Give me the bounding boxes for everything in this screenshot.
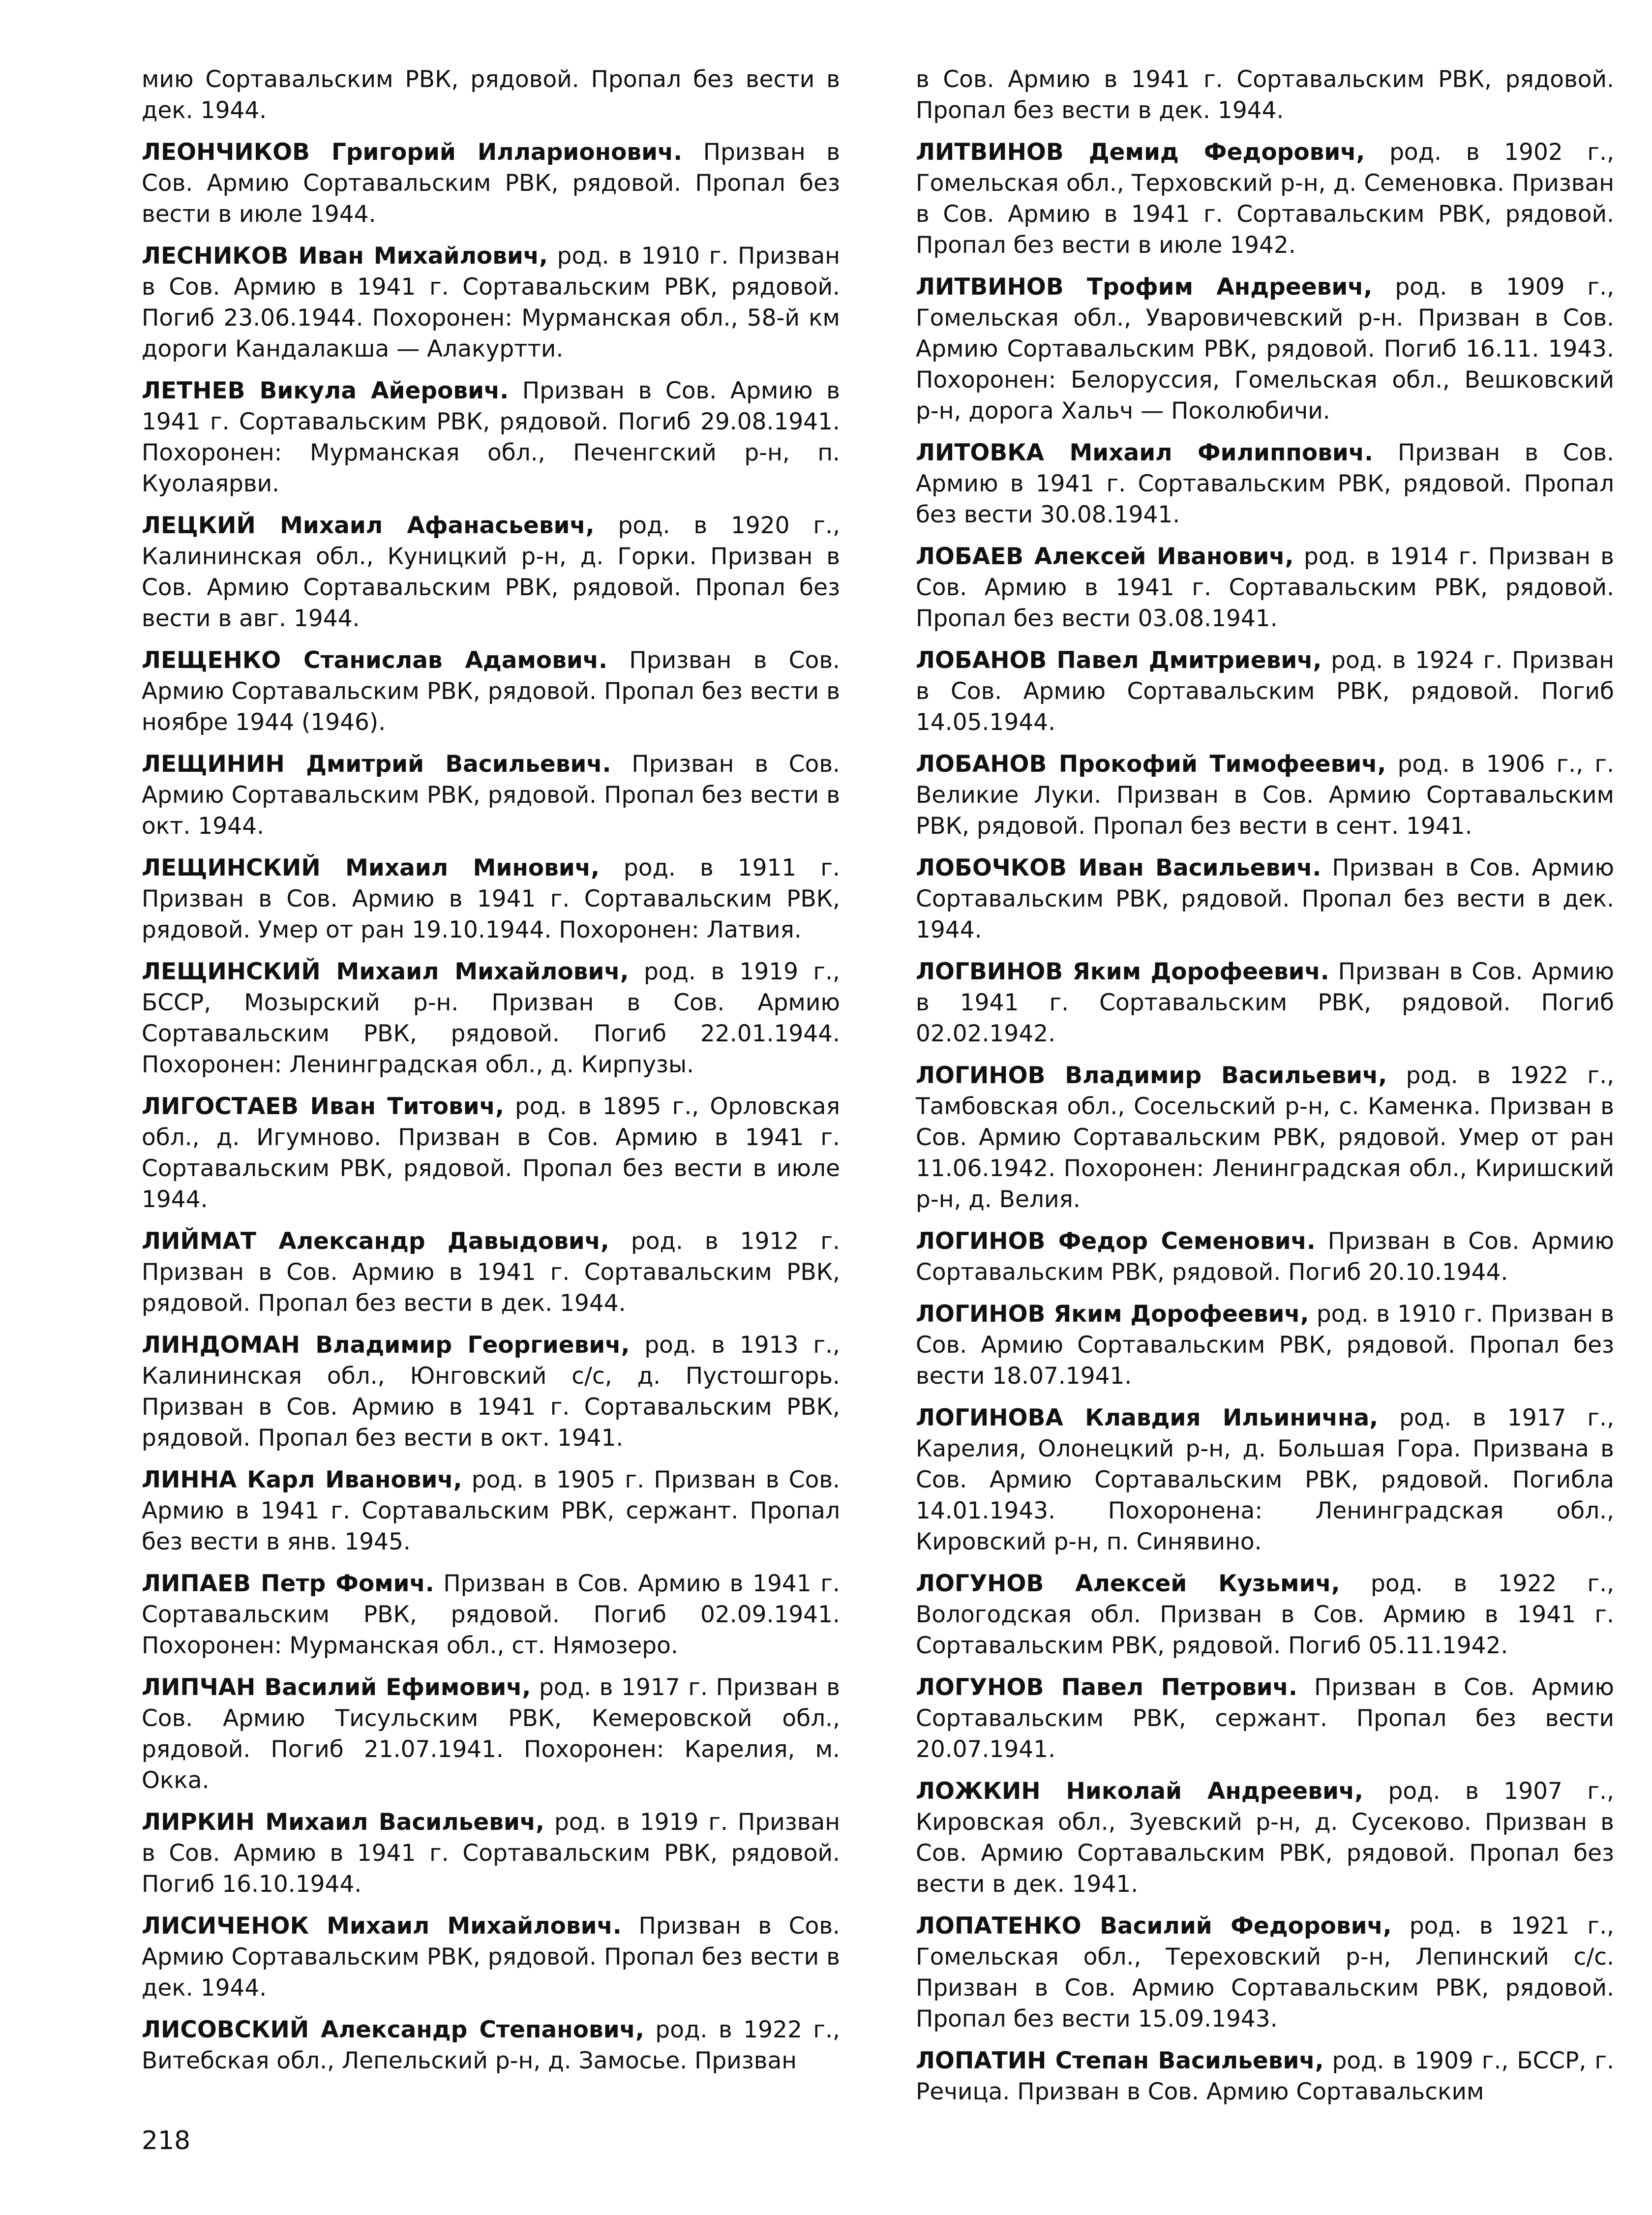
entry [142, 1464, 840, 1557]
entry [916, 1402, 1614, 1557]
entry-name: ЛИТОВКА Михаил Филиппович. [916, 439, 1373, 466]
entry-details: род. в 1919 г., БССР, Мозырский р-н. Призван в Сов. Армию Сортавальским РВК, рядовой. Погиб 22.01.1944. Похоронен: Ленинградская обл., д. Кирпузы. [142, 958, 840, 1078]
entry-details: род. в 1909 г., БССР, г. Речица. Призван в Сов. Армию Сортавальским [916, 2047, 1615, 2105]
entry-details: род. в 1909 г., Гомельская обл., Уваровичевский р-н. Призван в Сов. Армию Сортавальским РВК, рядовой. Погиб 16.11. 1943. Похоронен: Белоруссия, Гомельская обл., Вешковский р-н, дорога Хальч — Поколюбичи. [916, 273, 1615, 425]
entry-name: ЛИПАЕВ Петр Фомич. [142, 1570, 434, 1597]
entry-name: ЛОГИНОВ Владимир Васильевич, [916, 1062, 1387, 1089]
entry-name: ЛИНДОМАН Владимир Георгиевич, [142, 1332, 630, 1359]
entry-name: ЛИГОСТАЕВ Иван Титович, [142, 1093, 504, 1120]
entry [142, 137, 840, 230]
entry-details: Призван в Сов. Армию в 1941 г. Сортавальским РВК, рядовой. Погиб 02.02.1942. [916, 958, 1614, 1047]
entry [916, 1911, 1614, 2034]
entry [916, 1568, 1614, 1661]
entry [142, 241, 840, 364]
entry [142, 749, 840, 842]
entry-name: ЛОПАТЕНКО Василий Федорович, [916, 1912, 1392, 1940]
entry [142, 2014, 840, 2076]
entry-name: ЛОГУНОВ Алексей Кузьмич, [916, 1570, 1340, 1597]
entry-name: ЛОБАНОВ Павел Дмитриевич, [916, 647, 1322, 674]
entry-details: род. в 1922 г., Витебская обл., Лепельский р-н, д. Замосье. Призван [142, 2016, 840, 2074]
entry [142, 852, 840, 945]
entry-name: ЛЕЩИНСКИЙ Михаил Михайлович, [142, 958, 629, 985]
entry-details: Призван в Сов. Армию в 1941 г. Сортавальским РВК, рядовой. Погиб 02.09.1941. Похоронен: Мурманская обл., ст. Нямозеро. [142, 1570, 841, 1659]
entry-name: ЛОГУНОВ Павел Петрович. [916, 1674, 1297, 1701]
entry-details: род. в 1919 г. Призван в Сов. Армию в 1941 г. Сортавальским РВК, рядовой. Погиб 16.10.1944. [142, 1809, 840, 1898]
entry [142, 1672, 840, 1796]
right-column [916, 64, 1614, 2118]
entry-details: род. в 1920 г., Калининская обл., Куницкий р-н, д. Горки. Призван в Сов. Армию Сортавальским РВК, рядовой. Пропал без вести в авг. 1944. [142, 512, 841, 632]
entry-name: ЛИСОВСКИЙ Александр Степанович, [142, 2016, 644, 2043]
entry-details: Призван в Сов. Армию Сортавальским РВК, рядовой. Пропал без вести в июле 1944. [142, 139, 840, 228]
entry-name: ЛОБАЕВ Алексей Иванович, [916, 543, 1294, 570]
entry-details: род. в 1914 г. Призван в Сов. Армию в 1941 г. Сортавальским РВК, рядовой. Пропал без вести 03.08.1941. [916, 543, 1614, 632]
entry [916, 1672, 1614, 1765]
entry-name: ЛОПАТИН Степан Васильевич, [916, 2047, 1324, 2074]
entry [916, 541, 1614, 634]
entry-details: род. в 1917 г. Призван в Сов. Армию Тисульским РВК, Кемеровской обл., рядовой. Погиб 21.07.1941. Похоронен: Карелия, м. Окка. [142, 1674, 840, 1794]
entry-name: ЛИСИЧЕНОК Михаил Михайлович. [142, 1912, 622, 1940]
entry-name: ЛИПЧАН Василий Ефимович, [142, 1674, 531, 1701]
entry-name: ЛЕСНИКОВ Иван Михайлович, [142, 243, 548, 270]
entry-details: Призван в Сов. Армию Сортавальским РВК, рядовой. Пропал без вести в дек. 1944. [916, 854, 1615, 943]
entry-details: в Сов. Армию в 1941 г. Сортавальским РВК, рядовой. Пропал без вести в дек. 1944. [916, 66, 1614, 124]
entry-details: род. в 1910 г. Призван в Сов. Армию в 1941 г. Сортавальским РВК, рядовой. Погиб 23.06.1944. Похоронен: Мурманская обл., 58-й км дороги Кандалакша — Алакуртти. [142, 243, 840, 363]
entry-name: ЛЕТНЕВ Викула Айерович. [142, 377, 509, 404]
entry [916, 437, 1614, 530]
entry-name: ЛОГВИНОВ Яким Дорофеевич. [916, 958, 1329, 985]
entry-details: Призван в Сов. Армию в 1941 г. Сортавальским РВК, рядовой. Погиб 29.08.1941. Похоронен: Мурманская обл., Печенгский р-н, п. Куолаярви. [142, 377, 840, 497]
entry [916, 2045, 1614, 2107]
entry-name: ЛИЙМАТ Александр Давыдович, [142, 1228, 609, 1255]
entry [142, 1330, 840, 1454]
entry [142, 1807, 840, 1900]
entry-details: род. в 1906 г., г. Великие Луки. Призван в Сов. Армию Сортавальским РВК, рядовой. Пропал без вести в сент. 1941. [916, 751, 1614, 840]
entry-name: ЛЕЩИНСКИЙ Михаил Минович, [142, 854, 600, 881]
entry [142, 1568, 840, 1661]
entry-details: род. в 1902 г., Гомельская обл., Терховский р-н, д. Семеновка. Призван в Сов. Армию в 1941 г. Сортавальским РВК, рядовой. Пропал без вести в июле 1942. [916, 139, 1615, 259]
entry-details: Призван в Сов. Армию в 1941 г. Сортавальским РВК, рядовой. Пропал без вести 30.08.1941. [916, 439, 1614, 528]
entry-name: ЛИННА Карл Иванович, [142, 1466, 462, 1493]
entry [916, 749, 1614, 842]
entry-name: ЛОБАНОВ Прокофий Тимофеевич, [916, 751, 1386, 778]
entry-name: ЛИРКИН Михаил Васильевич, [142, 1809, 545, 1836]
entry-details: род. в 1922 г., Тамбовская обл., Сосельский р-н, с. Каменка. Призван в Сов. Армию Сортавальским РВК, рядовой. Умер от ран 11.06.1942. Похоронен: Ленинградская обл., Киришский р-н, д. Велия. [916, 1062, 1615, 1213]
entry [142, 1226, 840, 1319]
entry-details: Призван в Сов. Армию Сортавальским РВК, рядовой. Погиб 20.10.1944. [916, 1228, 1614, 1286]
entry-details: мию Сортавальским РВК, рядовой. Пропал без вести в дек. 1944. [142, 66, 840, 124]
entry [142, 1911, 840, 2003]
entry-name: ЛОЖКИН Николай Андреевич, [916, 1778, 1364, 1805]
entry [142, 956, 840, 1080]
entry-name: ЛЕЦКИЙ Михаил Афанасьевич, [142, 512, 595, 539]
entry [142, 375, 840, 499]
entry-name: ЛЕЩЕНКО Станислав Адамович. [142, 647, 608, 674]
entry [916, 645, 1614, 738]
entry [916, 1776, 1614, 1900]
entry-name: ЛИТВИНОВ Демид Федорович, [916, 139, 1365, 166]
entry [916, 137, 1614, 261]
entry [916, 1060, 1614, 1215]
entry-name: ЛОГИНОВ Яким Дорофеевич, [916, 1301, 1309, 1328]
entry-name: ЛЕЩИНИН Дмитрий Васильевич. [142, 751, 611, 778]
entry-details: род. в 1911 г. Призван в Сов. Армию в 1941 г. Сортавальским РВК, рядовой. Умер от ран 19.10.1944. Похоронен: Латвия. [142, 854, 840, 943]
page-number: 218 [142, 2126, 191, 2155]
entry-details: род. в 1912 г. Призван в Сов. Армию в 1941 г. Сортавальским РВК, рядовой. Пропал без вести в дек. 1944. [142, 1228, 840, 1317]
entry-details: род. в 1924 г. Призван в Сов. Армию Сортавальским РВК, рядовой. Погиб 14.05.1944. [916, 647, 1614, 736]
entry-details: род. в 1917 г., Карелия, Олонецкий р-н, д. Большая Гора. Призвана в Сов. Армию Сортавальским РВК, рядовой. Погибла 14.01.1943. Похоронена: Ленинградская обл., Кировский р-н, п. Синявино. [916, 1404, 1615, 1555]
entry-details: Призван в Сов. Армию Сортавальским РВК, сержант. Пропал без вести 20.07.1941. [916, 1674, 1615, 1763]
entry-details: Призван в Сов. Армию Сортавальским РВК, рядовой. Пропал без вести в окт. 1944. [142, 751, 840, 840]
entry-details: род. в 1907 г., Кировская обл., Зуевский р-н, д. Сусеково. Призван в Сов. Армию Сортавальским РВК, рядовой. Пропал без вести в дек. 1941. [916, 1778, 1614, 1898]
entry [916, 64, 1614, 126]
entry-name: ЛОГИНОВ Федор Семенович. [916, 1228, 1316, 1255]
entry-details: Призван в Сов. Армию Сортавальским РВК, рядовой. Пропал без вести в ноябре 1944 (1946). [142, 647, 840, 736]
entry [916, 1226, 1614, 1288]
entry [916, 272, 1614, 426]
entry-details: род. в 1895 г., Орловская обл., д. Игумново. Призван в Сов. Армию в 1941 г. Сортавальским РВК, рядовой. Пропал без вести в июле 1944. [142, 1093, 840, 1213]
entry-details: род. в 1910 г. Призван в Сов. Армию Сортавальским РВК, рядовой. Пропал без вести 18.07.1941. [916, 1301, 1614, 1390]
left-column [142, 64, 840, 2087]
entry [142, 510, 840, 634]
entry-name: ЛОГИНОВА Клавдия Ильинична, [916, 1404, 1379, 1431]
entry [916, 956, 1614, 1049]
entry [142, 64, 840, 126]
entry-details: род. в 1922 г., Вологодская обл. Призван в Сов. Армию в 1941 г. Сортавальским РВК, рядовой. Погиб 05.11.1942. [916, 1570, 1615, 1659]
entry-name: ЛОБОЧКОВ Иван Васильевич. [916, 854, 1322, 881]
entry-details: Призван в Сов. Армию Сортавальским РВК, рядовой. Пропал без вести в дек. 1944. [142, 1912, 840, 2002]
entry-details: род. в 1905 г. Призван в Сов. Армию в 1941 г. Сортавальским РВК, сержант. Пропал без вести в янв. 1945. [142, 1466, 840, 1555]
entry [916, 852, 1614, 945]
entry [142, 645, 840, 738]
entry [916, 1299, 1614, 1392]
entry [142, 1091, 840, 1215]
entry-name: ЛИТВИНОВ Трофим Андреевич, [916, 273, 1373, 301]
entry-name: ЛЕОНЧИКОВ Григорий Илларионович. [142, 139, 683, 166]
entry-details: род. в 1913 г., Калининская обл., Юнговский с/с, д. Пустошгорь. Призван в Сов. Армию в 1941 г. Сортавальским РВК, рядовой. Пропал без вести в окт. 1941. [142, 1332, 840, 1452]
entry-details: род. в 1921 г., Гомельская обл., Тереховский р-н, Лепинский с/с. Призван в Сов. Армию Сортавальским РВК, рядовой. Пропал без вести 15.09.1943. [916, 1912, 1614, 2033]
